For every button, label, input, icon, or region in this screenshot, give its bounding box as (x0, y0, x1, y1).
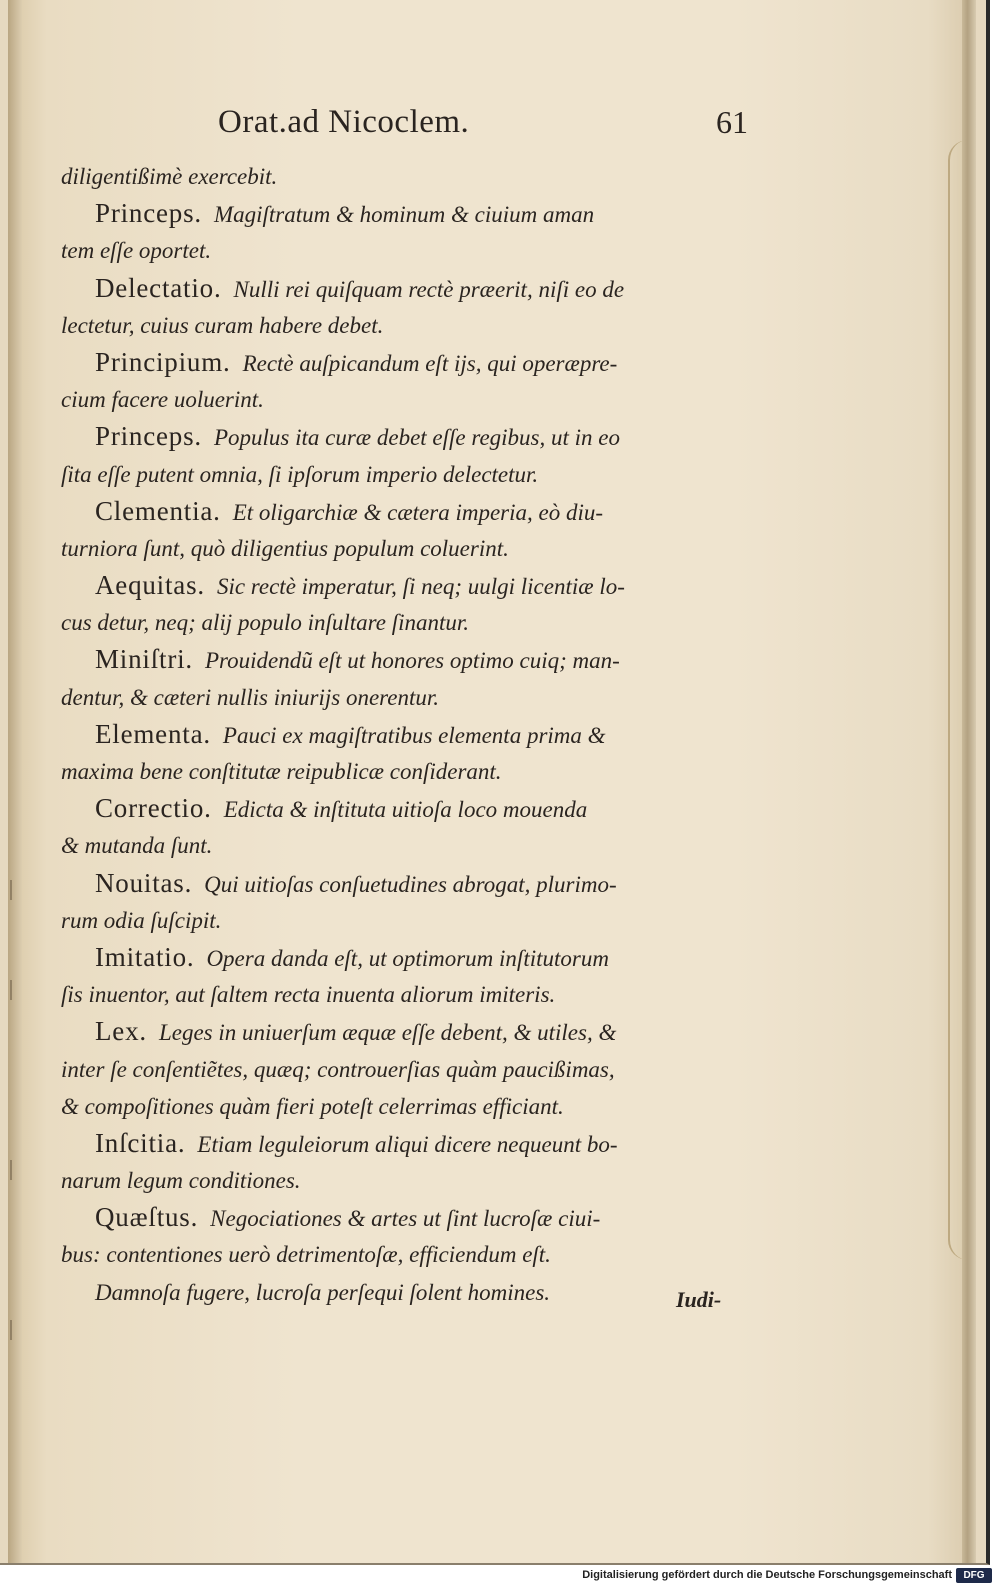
text-line (61, 195, 751, 232)
line-text: Qui uitioſas conſuetudines abrogat, plurimo- (204, 871, 617, 897)
entry-heading: Delectatio. (95, 272, 222, 303)
text-line (61, 976, 751, 1013)
line-text: inter ſe conſentiẽtes, quæq; controuerſias quàm paucißimas, (61, 1056, 615, 1082)
line-text: turniora ſunt, quò diligentius populum coluerint. (61, 535, 509, 561)
text-line (61, 456, 751, 493)
line-text: lectetur, cuius curam habere debet. (61, 312, 384, 338)
text-line (61, 232, 751, 269)
line-text: maxima bene conſtitutæ reipublicæ conſiderant. (61, 759, 502, 784)
text-line (61, 1274, 751, 1311)
text-line (61, 827, 751, 864)
entry-heading: Inſcitia. (95, 1127, 186, 1158)
bleed-mark (10, 880, 20, 900)
text-line (61, 158, 751, 195)
text-line (61, 567, 751, 604)
line-text: Magiſtratum & hominum & ciuium aman (213, 202, 595, 228)
line-text: diligentißimè exercebit. (61, 164, 278, 189)
text-line (61, 753, 751, 790)
text-line (61, 1199, 751, 1236)
line-text: bus: contentiones uerò detrimentoſæ, efficiendum eſt. (61, 1242, 551, 1268)
text-line (61, 641, 751, 678)
dfg-logo-icon: DFG (956, 1568, 992, 1583)
line-text: Populus ita curæ debet eſſe regibus, ut in eo (213, 425, 620, 451)
text-line (61, 1013, 751, 1050)
left-page-bleed (8, 0, 22, 1563)
line-text: tem eſſe oportet. (61, 238, 212, 264)
line-text: Damnoſa fugere, lucroſa perſequi ſolent homines. (95, 1279, 551, 1305)
line-text: Opera danda eſt, ut optimorum inſtitutorum (206, 945, 609, 971)
entry-heading: Clementia. (95, 495, 221, 526)
text-line (61, 418, 751, 455)
text-line (61, 530, 751, 567)
entry-heading: Princeps. (95, 198, 202, 229)
entry-heading: Miniſtri. (95, 644, 193, 675)
text-line (61, 344, 751, 381)
text-line (61, 270, 751, 307)
body-text (61, 158, 751, 1311)
entry-heading: Principium. (95, 346, 231, 377)
text-line (61, 939, 751, 976)
book-page (8, 0, 976, 1563)
text-line (61, 307, 751, 344)
line-text: rum odia ſuſcipit. (61, 907, 222, 933)
text-line (61, 1125, 751, 1162)
line-text: Prouidendũ eſt ut honores optimo cuiq; man- (204, 648, 620, 674)
line-text: & mutanda ſunt. (61, 833, 213, 859)
text-line (61, 1162, 751, 1199)
entry-heading: Quæſtus. (95, 1202, 199, 1233)
line-text: Leges in uniuerſum æquæ eſſe debent, & utiles, & (158, 1020, 617, 1046)
running-title: Orat.ad Nicoclem. (218, 104, 470, 140)
entry-heading: Nouitas. (95, 867, 193, 898)
entry-heading: Elementa. (95, 718, 211, 749)
page-number: 61 (716, 104, 748, 140)
entry-heading: Imitatio. (95, 941, 195, 972)
line-text: Rectè auſpicandum eſt ijs, qui operæpre- (242, 350, 618, 376)
line-text: dentur, & cæteri nullis iniurijs onerentur. (61, 684, 440, 710)
line-text: Pauci ex magiſtratibus elementa prima & (222, 722, 606, 748)
page-header (218, 104, 748, 150)
book-edge (962, 0, 976, 1563)
line-text: Nulli rei quiſquam rectè præerit, niſi eo de (233, 276, 625, 302)
line-text: Et oligarchiæ & cætera imperia, eò diu- (232, 499, 604, 525)
line-text: Sic rectè imperatur, ſi neq; uulgi licentiæ lo- (216, 574, 625, 600)
text-line (61, 1236, 751, 1273)
digitization-footer (0, 1565, 1000, 1588)
line-text: Negociationes & artes ut ſint lucroſæ ciui- (210, 1206, 601, 1232)
text-line (61, 381, 751, 418)
text-line (61, 1088, 751, 1125)
line-text: ſis inuentor, aut ſaltem recta inuenta aliorum imiteris. (61, 982, 556, 1008)
footer-credit: Digitalisierung gefördert durch die Deutsche Forschungsgemeinschaft (582, 1569, 952, 1581)
line-text: & compoſitiones quàm fieri poteſt celerrimas efficiant. (61, 1093, 564, 1119)
entry-heading: Lex. (95, 1016, 147, 1047)
text-line (61, 679, 751, 716)
bleed-mark (10, 1320, 20, 1340)
text-line (61, 604, 751, 641)
line-text: cus detur, neq; alij populo inſultare ſinantur. (61, 610, 470, 636)
text-line (61, 790, 751, 827)
line-text: cium facere uoluerint. (61, 387, 264, 413)
entry-heading: Correctio. (95, 793, 212, 824)
text-line (61, 902, 751, 939)
bleed-mark (10, 980, 20, 1000)
line-text: ſita eſſe putent omnia, ſi ipſorum imperio delectetur. (61, 461, 539, 487)
text-line (61, 1051, 751, 1088)
text-line (61, 865, 751, 902)
entry-heading: Aequitas. (95, 570, 205, 601)
line-text: Etiam leguleiorum aliqui dicere nequeunt bo- (197, 1131, 618, 1157)
text-line (61, 716, 751, 753)
entry-heading: Princeps. (95, 421, 202, 452)
catchword: Iudi- (676, 1287, 722, 1312)
text-line (61, 493, 751, 530)
line-text: narum legum conditiones. (61, 1168, 301, 1194)
bleed-mark (10, 1160, 20, 1180)
line-text: Edicta & inſtituta uitioſa loco mouenda (223, 797, 588, 823)
